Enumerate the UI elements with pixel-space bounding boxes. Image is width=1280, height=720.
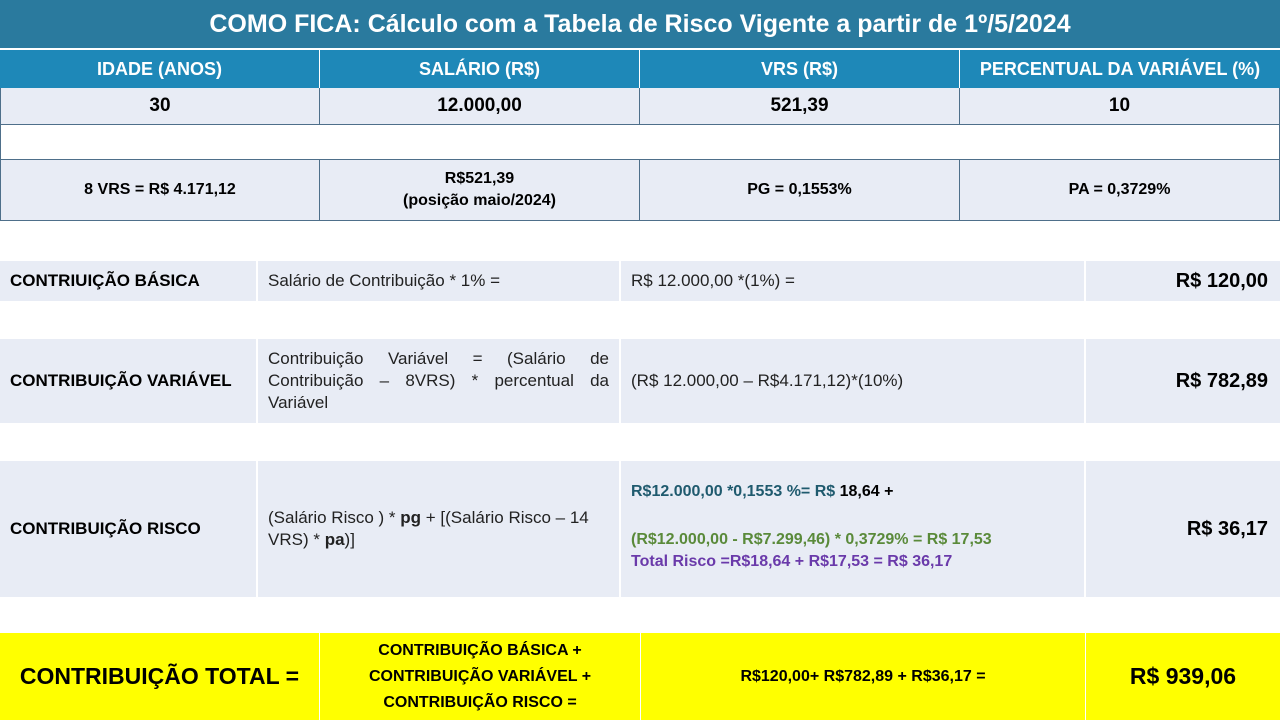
risco-calc-line1a: R$12.000,00 *0,1553 %= R$: [631, 483, 836, 500]
info-vrs-position: [320, 160, 640, 221]
total-calc: R$120,00+ R$782,89 + R$36,17 =: [641, 633, 1086, 720]
risco-formula-part-b: + [(Salário Risco – 14 VRS) *: [268, 508, 589, 549]
blank-row: [0, 125, 1280, 160]
value-idade: 30: [0, 88, 320, 125]
risco-calc-line1b: 18,64 +: [835, 483, 894, 500]
risco-formula-part-a: (Salário Risco ) *: [268, 508, 401, 527]
risco-formula-part-c: )]: [344, 530, 355, 549]
basica-label: CONTRIUIÇÃO BÁSICA: [0, 261, 258, 301]
basica-result: R$ 120,00: [1086, 261, 1280, 301]
basica-formula: Salário de Contribuição * 1% =: [258, 261, 621, 301]
variavel-calc: (R$ 12.000,00 – R$4.171,12)*(10%): [621, 339, 1086, 423]
total-label: CONTRIBUIÇÃO TOTAL =: [0, 633, 320, 720]
page-title: COMO FICA: Cálculo com a Tabela de Risco Vigente a partir de 1º/5/2024: [0, 0, 1280, 50]
total-formula: [320, 633, 641, 720]
total-formula-line3: CONTRIBUIÇÃO RISCO =: [383, 693, 577, 711]
variavel-result: R$ 782,89: [1086, 339, 1280, 423]
header-salario: SALÁRIO (R$): [320, 50, 640, 88]
value-percentual: 10: [960, 88, 1280, 125]
info-vrs-date: (posição maio/2024): [403, 192, 556, 209]
risco-calc-line2: (R$12.000,00 - R$7.299,46) * 0,3729% = R$ 17,53: [631, 531, 992, 548]
risco-calc-line3: Total Risco =R$18,64 + R$17,53 = R$ 36,17: [631, 553, 953, 570]
risco-calc: [621, 461, 1086, 597]
info-vrs-value: R$521,39: [444, 170, 515, 187]
variavel-label: CONTRIBUIÇÃO VARIÁVEL: [0, 339, 258, 423]
basica-calc: R$ 12.000,00 *(1%) =: [621, 261, 1086, 301]
risco-label: CONTRIBUIÇÃO RISCO: [0, 461, 258, 597]
total-formula-line2: CONTRIBUIÇÃO VARIÁVEL +: [368, 667, 592, 685]
info-pg: PG = 0,1553%: [640, 160, 960, 221]
risco-formula-pa: pa: [324, 530, 345, 549]
risco-formula-pg: pg: [400, 508, 422, 527]
info-8vrs: 8 VRS = R$ 4.171,12: [0, 160, 320, 221]
total-result: R$ 939,06: [1086, 633, 1280, 720]
risco-formula: [258, 461, 621, 597]
header-idade: IDADE (ANOS): [0, 50, 320, 88]
header-vrs: VRS (R$): [640, 50, 960, 88]
total-formula-line1: CONTRIBUIÇÃO BÁSICA +: [378, 641, 582, 659]
info-pa: PA = 0,3729%: [960, 160, 1280, 221]
value-salario: 12.000,00: [320, 88, 640, 125]
risco-result: R$ 36,17: [1086, 461, 1280, 597]
variavel-formula: Contribuição Variável = (Salário de Contribuição – 8VRS) * percentual da Variável: [258, 339, 621, 423]
value-vrs: 521,39: [640, 88, 960, 125]
header-percentual: PERCENTUAL DA VARIÁVEL (%): [960, 50, 1280, 88]
